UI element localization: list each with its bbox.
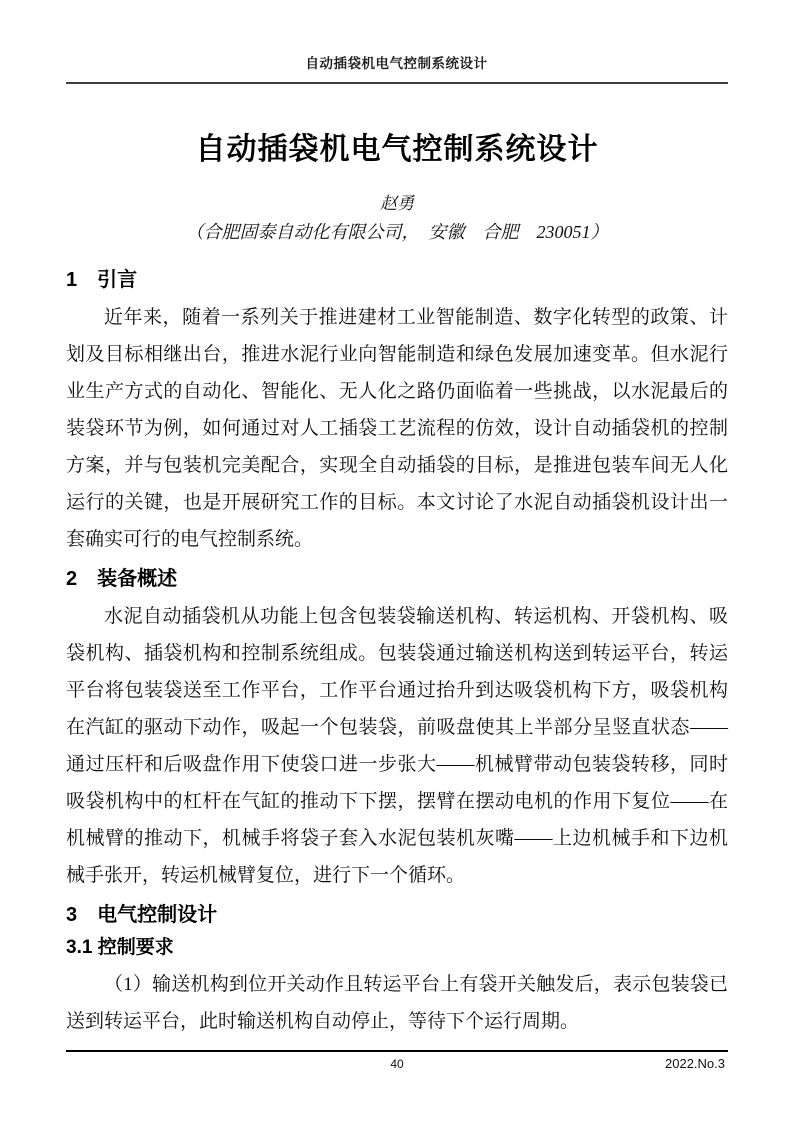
article-title: 自动插袋机电气控制系统设计 [195, 133, 599, 166]
section-heading-electrical-control-design: 3 电气控制设计 [66, 904, 218, 926]
footer-row [66, 1052, 728, 1076]
paragraph-introduction: 近年来，随着一系列关于推进建材工业智能制造、数字化转型的政策、计划及目标相继出台，推进水泥行业向智能制造和绿色发展加速变革。但水泥行业生产方式的自动化、智能化、无人化之路仍面临着一些挑战，以水泥最后的装袋环节为例，如何通过对人工插袋工艺流程的仿效，设计自动插袋机的控制方案，并与包装机完美配合，实现全自动插袋的目标，是推进包装车间无人化运行的关键，也是开展研究工作的目标。本文讨论了水泥自动插袋机设计出一套确实可行的电气控制系统。 [66, 307, 728, 550]
page-number: 40 [390, 1057, 404, 1071]
author-name: 赵勇 [380, 194, 414, 213]
section-heading-introduction: 1 引言 [66, 269, 138, 291]
paragraph-control-requirements: （1）输送机构到位开关动作且转运平台上有袋开关触发后，表示包装袋已送到转运平台，此时输送机构自动停止，等待下个运行周期。 [66, 974, 728, 1032]
header-rule [66, 82, 728, 84]
page-footer [66, 1050, 728, 1076]
section-heading-equipment-overview: 2 装备概述 [66, 568, 178, 590]
running-header-title: 自动插袋机电气控制系统设计 [305, 56, 488, 71]
page-content [0, 129, 793, 1040]
issue-number: 2022.No.3 [665, 1056, 725, 1071]
author-affiliation: （合肥固泰自动化有限公司， 安徽 合肥 230051） [185, 222, 609, 242]
paragraph-equipment-overview: 水泥自动插袋机从功能上包含包装袋输送机构、转运机构、开袋机构、吸袋机构、插袋机构和控制系统组成。包装袋通过输送机构送到转运平台，转运平台将包装袋送至工作平台，工作平台通过抬升到达吸袋机构下方，吸袋机构在汽缸的驱动下动作，吸起一个包装袋，前吸盘使其上半部分呈竖直状态——通过压杆和后吸盘作用下使袋口进一步张大——机械臂带动包装袋转移，同时吸袋机构中的杠杆在气缸的推动下下摆，摆臂在摆动电机的作用下复位——在机械臂的推动下，机械手将袋子套入水泥包装机灰嘴——上边机械手和下边机械手张开，转运机械臂复位，进行下一个循环。 [66, 606, 728, 886]
subsection-heading-control-requirements: 3.1 控制要求 [66, 937, 174, 958]
